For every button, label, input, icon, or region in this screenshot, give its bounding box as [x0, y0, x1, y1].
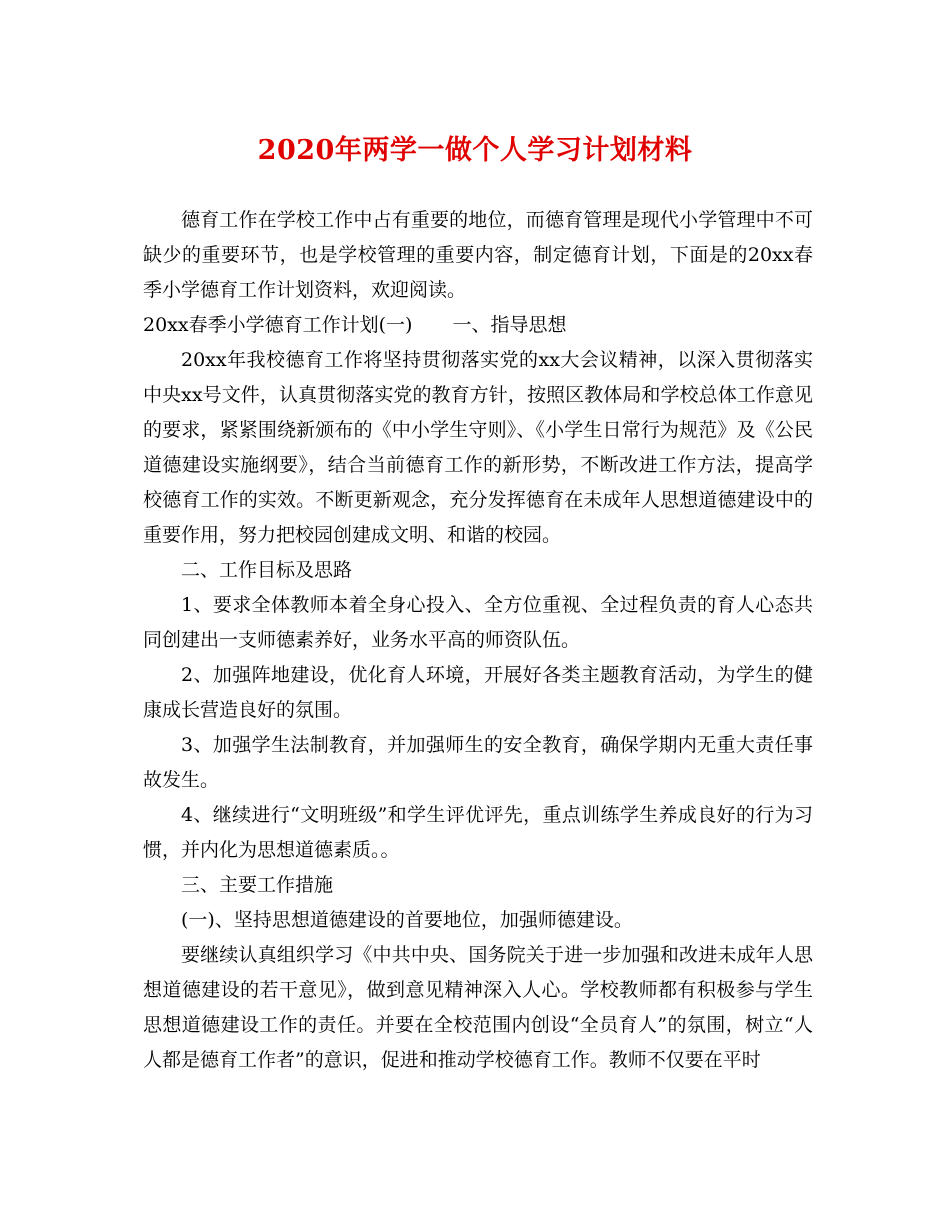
goal-3: 3、加强学生法制教育，并加强师生的安全教育，确保学期内无重大责任事故发生。	[143, 734, 813, 791]
measure1-paragraph: 要继续认真组织学习《中共中央、国务院关于进一步加强和改进未成年人思想道德建设的若干意见》，做到意见精神深入人心。学校教师都有积极参与学生思想道德建设工作的责任。并要在全校范围内创设“全员育人”的氛围，树立“人人都是德育工作者”的意识，促进和推动学校德育工作。教师不仅要在平时	[143, 944, 813, 1071]
document-body	[143, 203, 813, 1078]
goal-1: 1、要求全体教师本着全身心投入、全方位重视、全过程负责的育人心态共同创建出一支师德素养好，业务水平高的师资队伍。	[143, 594, 813, 651]
goal-4: 4、继续进行“文明班级”和学生评优评先，重点训练学生养成良好的行为习惯，并内化为思想道德素质。。	[143, 804, 813, 861]
intro-paragraph: 德育工作在学校工作中占有重要的地位，而德育管理是现代小学管理中不可缺少的重要环节，也是学校管理的重要内容，制定德育计划，下面是的20xx春季小学德育工作计划资料，欢迎阅读。	[143, 209, 813, 301]
plan-heading: 20xx春季小学德育工作计划(一)	[143, 314, 413, 336]
section1-paragraph: 20xx年我校德育工作将坚持贯彻落实党的xx大会议精神，以深入贯彻落实中央xx号文件，认真贯彻落实党的教育方针，按照区教体局和学校总体工作意见的要求，紧紧围绕新颁布的《中小学生守则》、《小学生日常行为规范》及《公民道德建设实施纲要》，结合当前德育工作的新形势，不断改进工作方法，提高学校德育工作的实效。不断更新观念，充分发挥德育在未成年人思想道德建设中的重要作用，努力把校园创建成文明、和谐的校园。	[143, 349, 813, 546]
section3-heading: 三、主要工作措施	[181, 874, 334, 896]
section2-heading: 二、工作目标及思路	[181, 559, 353, 581]
document-title: 2020年两学一做个人学习计划材料	[257, 135, 693, 166]
measure1-heading: (一)、坚持思想道德建设的首要地位，加强师德建设。	[181, 909, 633, 931]
plan-heading-line	[143, 308, 813, 343]
goal-2: 2、加强阵地建设，优化育人环境，开展好各类主题教育活动，为学生的健康成长营造良好的氛围。	[143, 664, 813, 721]
section1-heading: 一、指导思想	[452, 314, 567, 336]
